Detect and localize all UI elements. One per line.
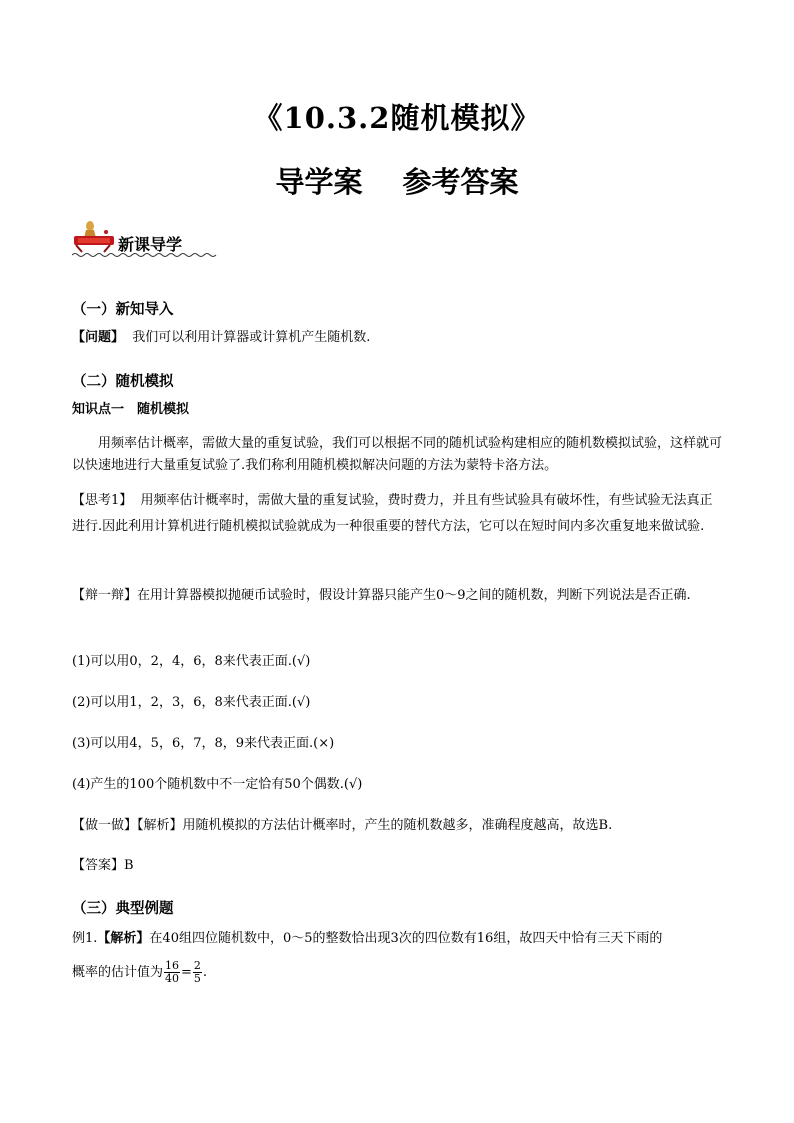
- section-heading-2: （二）随机模拟: [72, 374, 174, 390]
- fraction-2-5: [193, 960, 202, 985]
- question-line: [72, 327, 724, 349]
- list-item: (3)可以用4，5，6，7，8，9来代表正面.(×): [72, 736, 335, 751]
- do-paragraph: [72, 815, 724, 837]
- example-line: [72, 928, 724, 950]
- debate-paragraph: [72, 582, 724, 610]
- subtitle-answers: 参考答案: [402, 165, 519, 199]
- banner-underline: [72, 252, 217, 258]
- example-text-2: 概率的估计值为: [72, 965, 164, 980]
- think-tag: 【思考1】: [72, 493, 133, 508]
- do-text: 用随机模拟的方法估计概率时，产生的随机数越多，准确程度越高，故选B.: [182, 818, 613, 833]
- example-line-2: [72, 958, 724, 988]
- knowledge-point-title: 知识点一 随机模拟: [72, 402, 190, 417]
- simulation-paragraph: 用频率估计概率，需做大量的重复试验，我们可以根据不同的随机试验构建相应的随机数模拟试验，这样就可以快速地进行大量重复试验了.我们称利用随机模拟解决问题的方法为蒙特卡洛方法。: [72, 436, 723, 473]
- fraction-16-40: [164, 960, 180, 985]
- question-tag: 【问题】: [72, 330, 125, 345]
- fraction-denominator: 5: [193, 972, 201, 985]
- example-tag: 【解析】: [97, 931, 150, 946]
- do-tag: 【做一做】【解析】: [72, 818, 183, 833]
- answer-line: [72, 855, 724, 877]
- fraction-denominator: 40: [165, 972, 180, 985]
- subtitle-guide: 导学案: [275, 165, 363, 199]
- answer-tag: 【答案】: [72, 858, 125, 873]
- question-text: 我们可以利用计算器或计算机产生随机数.: [132, 330, 371, 345]
- debate-tag: 【辩一辩】: [72, 588, 138, 603]
- think-paragraph: [72, 488, 724, 540]
- banner-logo-icon: [72, 218, 116, 254]
- debate-text: 在用计算器模拟抛硬币试验时，假设计算器只能产生0～9之间的随机数，判断下列说法是否正确.: [137, 588, 691, 603]
- list-item: (1)可以用0，2，4，6，8来代表正面.(√): [72, 654, 311, 669]
- document-title: 《10.3.2随机模拟》: [253, 101, 541, 135]
- think-text: 用频率估计概率时，需做大量的重复试验，费时费力，并且有些试验具有破坏性，有些试验无法真正进行.因此利用计算机进行随机模拟试验就成为一种很重要的替代方法，它可以在短时间内多次重复地来做试验.: [72, 493, 713, 534]
- section-heading-1: （一）新知导入: [72, 302, 174, 318]
- document-subtitle: [0, 160, 794, 201]
- list-item: (4)产生的100个随机数中不一定恰有50个偶数.(√): [72, 777, 363, 792]
- list-item: (2)可以用1，2，3，6，8来代表正面.(√): [72, 695, 311, 710]
- example-text: 在40组四位随机数中，0～5的整数恰出现3次的四位数有16组，故四天中恰有三天下雨的: [149, 931, 663, 946]
- section-heading-3: （三）典型例题: [72, 901, 174, 917]
- fraction-numerator: 16: [165, 959, 180, 972]
- sentence-end: .: [202, 965, 208, 980]
- fraction-numerator: 2: [193, 959, 201, 972]
- answer-text: B: [124, 858, 134, 873]
- example-label: 例1.: [72, 931, 98, 946]
- equals-sign: =: [181, 965, 192, 980]
- banner-label: 新课导学: [118, 235, 183, 254]
